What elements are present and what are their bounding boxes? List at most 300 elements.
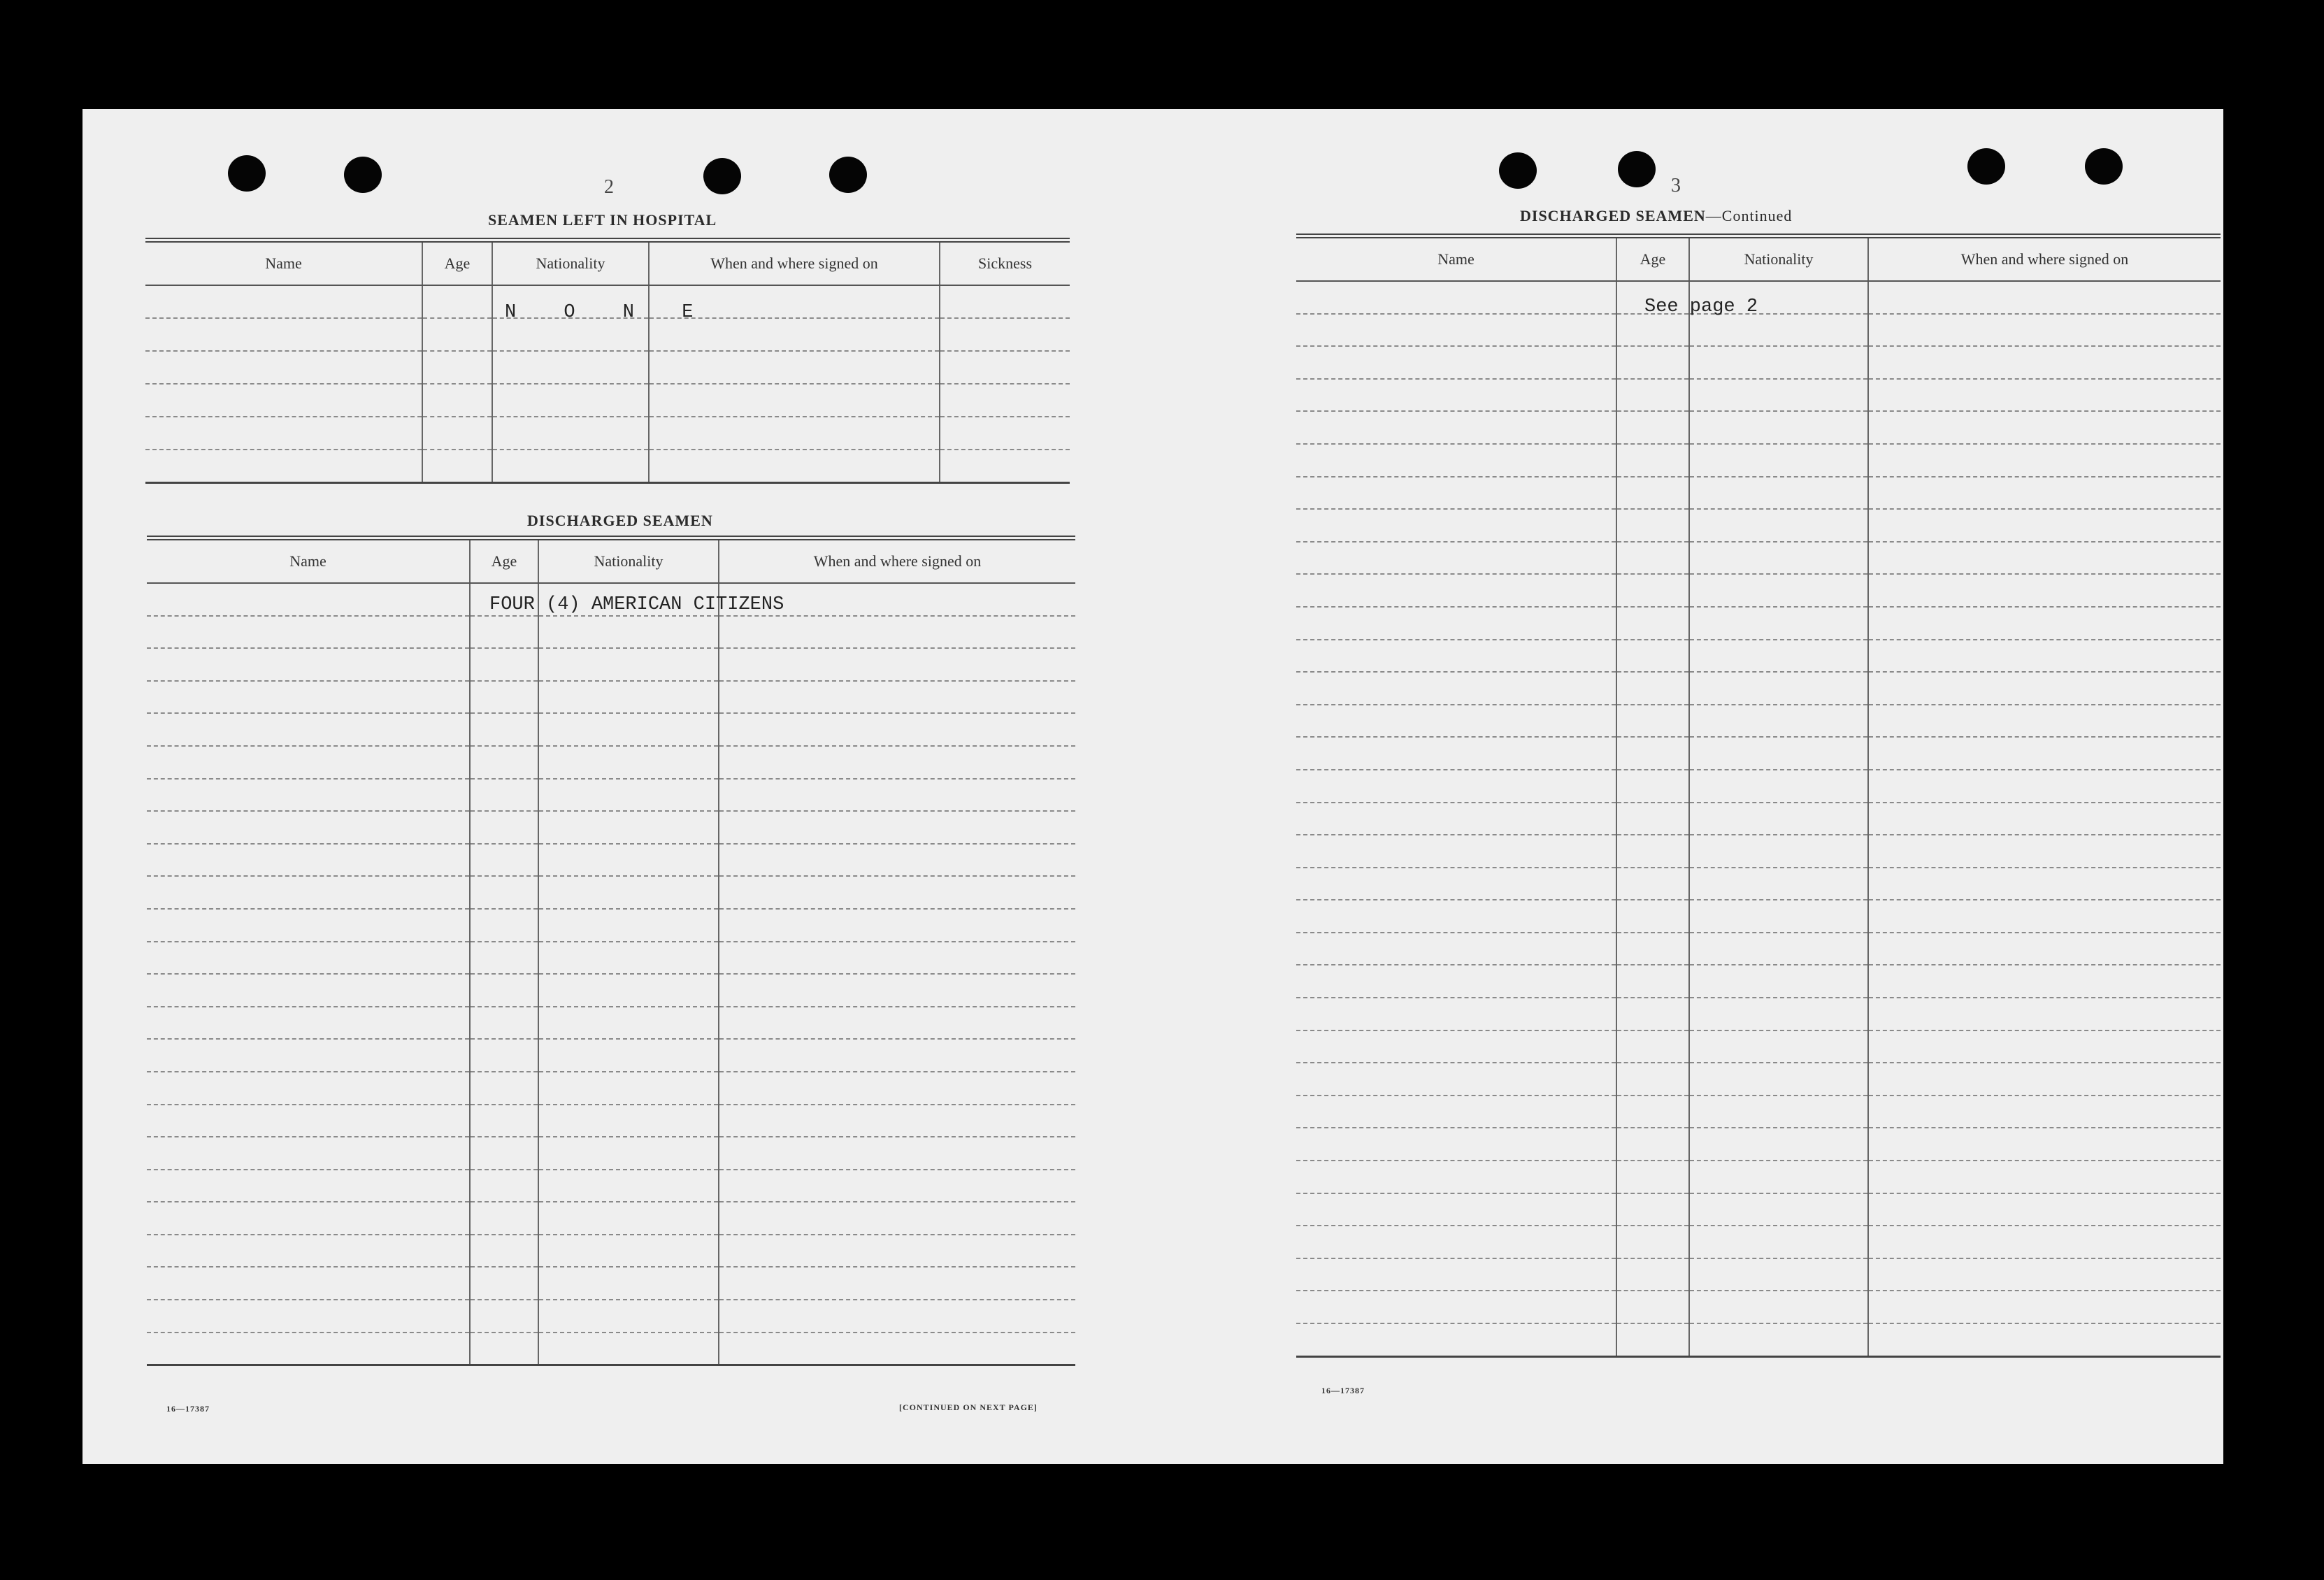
table-cell [147,909,470,942]
table-cell [649,351,940,384]
table-cell [1296,835,1616,868]
table-cell [1296,574,1616,607]
table-cell [1296,1258,1616,1291]
table-cell [470,616,538,649]
table-row [147,1105,1075,1137]
table-cell [1689,1096,1868,1128]
discharged-continued-table [1296,234,2221,1358]
table-cell [719,1105,1075,1137]
table-cell [1868,1096,2221,1128]
table-row [147,909,1075,942]
table-row [147,681,1075,714]
table-cell [719,1137,1075,1170]
table-cell [1616,1063,1689,1096]
table-cell [1868,1291,2221,1323]
table-cell [470,1072,538,1105]
table-cell [1616,1258,1689,1291]
table-cell [1296,1226,1616,1258]
table-cell [147,746,470,779]
table-cell [1689,1030,1868,1063]
table-cell [649,450,940,483]
table-cell [1616,672,1689,705]
table-cell [1296,1291,1616,1323]
table-cell [1689,803,1868,835]
table-cell [492,450,649,483]
table-cell [147,1170,470,1202]
table-cell [719,1300,1075,1333]
table-row [147,811,1075,844]
hospital-section-title: SEAMEN LEFT IN HOSPITAL [488,211,717,229]
table-cell [1868,835,2221,868]
table-cell [1868,640,2221,673]
discharged-continued-title [1520,207,1792,225]
table-cell [538,844,719,877]
column-header: When and where signed on [719,538,1075,584]
table-cell [1868,1226,2221,1258]
table-cell [538,974,719,1007]
table-row [147,713,1075,746]
discharged-table [147,536,1075,1366]
table-cell [538,1007,719,1040]
table-cell [1616,509,1689,542]
table-row [147,779,1075,812]
table-cell [940,384,1070,417]
table-cell [147,1105,470,1137]
column-header: Nationality [1689,236,1868,282]
table-cell [470,713,538,746]
table-cell [1296,868,1616,900]
table-cell [1296,1063,1616,1096]
table-cell [1296,314,1616,347]
table-cell [147,681,470,714]
table-cell [470,1137,538,1170]
table-cell [1868,705,2221,738]
table-row [1296,1030,2221,1063]
table-cell [1296,346,1616,379]
table-cell [1616,900,1689,933]
table-cell [147,583,470,616]
table-cell [1868,379,2221,412]
table-cell [1616,835,1689,868]
table-cell [649,417,940,450]
table-cell [1868,314,2221,347]
table-cell [719,713,1075,746]
table-row [147,1007,1075,1040]
table-cell [1296,933,1616,965]
column-header: Nationality [538,538,719,584]
table-row [1296,379,2221,412]
table-row [1296,965,2221,998]
table-row [147,844,1075,877]
table-row [1296,868,2221,900]
right-page [1159,109,2223,1464]
table-cell [470,1267,538,1300]
table-row [1296,933,2221,965]
table-row [1296,900,2221,933]
table-cell [538,909,719,942]
table-row [1296,477,2221,510]
table-cell [538,876,719,909]
table-cell [1689,509,1868,542]
column-header: Nationality [492,240,649,286]
table-row [1296,346,2221,379]
table-row [145,417,1070,450]
table-cell [145,384,422,417]
table-cell [1296,803,1616,835]
table-row [1296,1193,2221,1226]
table-cell [1296,1323,1616,1356]
form-number: 16—17387 [166,1404,210,1414]
table-cell [147,713,470,746]
table-cell [1689,1161,1868,1193]
table-cell [940,285,1070,318]
table-cell [1868,933,2221,965]
table-cell [1616,1030,1689,1063]
table-cell [1868,900,2221,933]
table-cell [1296,770,1616,803]
table-cell [1616,477,1689,510]
table-cell [940,417,1070,450]
table-cell [719,942,1075,975]
table-cell [470,942,538,975]
table-row [147,1235,1075,1267]
table-cell [719,1170,1075,1202]
column-header: Name [145,240,422,286]
table-cell [1868,965,2221,998]
table-cell [147,1039,470,1072]
table-cell [147,1235,470,1267]
table-cell [1616,998,1689,1030]
table-cell [719,876,1075,909]
table-cell [1296,607,1616,640]
table-row [147,1300,1075,1333]
table-cell [1616,444,1689,477]
table-cell [1868,444,2221,477]
table-cell [940,450,1070,483]
table-cell [1689,411,1868,444]
table-cell [470,1333,538,1365]
table-cell [470,876,538,909]
table-cell [719,1039,1075,1072]
table-cell [719,1007,1075,1040]
table-cell [1616,574,1689,607]
table-cell [147,779,470,812]
table-cell [719,974,1075,1007]
table-cell [719,1267,1075,1300]
table-cell [538,616,719,649]
table-cell [145,417,422,450]
table-cell [1296,965,1616,998]
table-cell [1689,1128,1868,1161]
table-cell [1616,411,1689,444]
table-cell [147,942,470,975]
table-cell [719,1235,1075,1267]
table-cell [1689,672,1868,705]
discharged-section-title: DISCHARGED SEAMEN [527,512,713,529]
table-cell [492,384,649,417]
table-cell [719,1202,1075,1235]
table-cell [649,384,940,417]
table-cell [1689,574,1868,607]
table-cell [1616,542,1689,575]
table-cell [538,1137,719,1170]
table-cell [145,318,422,351]
table-cell [538,1105,719,1137]
table-cell [1868,346,2221,379]
table-cell [1616,1291,1689,1323]
table-row [145,384,1070,417]
table-cell [1296,737,1616,770]
table-cell [1296,1193,1616,1226]
table-cell [147,974,470,1007]
table-cell [1296,640,1616,673]
title-suffix: —Continued [1705,207,1793,224]
table-cell [1296,1096,1616,1128]
column-header: When and where signed on [1868,236,2221,282]
table-cell [147,811,470,844]
table-cell [1689,379,1868,412]
table-cell [719,681,1075,714]
table-cell [1868,868,2221,900]
table-cell [1689,835,1868,868]
table-cell [1868,542,2221,575]
table-row [147,1137,1075,1170]
table-row [1296,314,2221,347]
table-cell [1296,444,1616,477]
table-row [1296,1128,2221,1161]
table-cell [492,318,649,351]
table-cell [1689,1258,1868,1291]
table-cell [1868,281,2221,314]
table-cell [1296,542,1616,575]
table-cell [1868,770,2221,803]
table-cell [1616,314,1689,347]
table-cell [470,1007,538,1040]
table-cell [147,1007,470,1040]
table-cell [538,648,719,681]
table-cell [1689,998,1868,1030]
table-cell [1296,672,1616,705]
table-row [147,1072,1075,1105]
page-number: 3 [1671,175,1681,196]
page-number: 2 [604,176,614,198]
table-cell [538,1267,719,1300]
table-cell [470,648,538,681]
table-cell [1868,509,2221,542]
table-cell [1296,281,1616,314]
table-cell [538,1202,719,1235]
table-row [1296,1096,2221,1128]
table-cell [1689,737,1868,770]
table-row [1296,1323,2221,1356]
table-cell [470,681,538,714]
table-cell [492,417,649,450]
table-cell [1868,411,2221,444]
column-header: Age [1616,236,1689,282]
table-cell [1616,346,1689,379]
table-row [147,1170,1075,1202]
table-cell [470,1235,538,1267]
table-cell [1616,737,1689,770]
table-cell [719,909,1075,942]
table-cell [147,1333,470,1365]
table-cell [538,746,719,779]
table-cell [1616,1193,1689,1226]
table-row [1296,803,2221,835]
column-header: Name [147,538,470,584]
table-cell [719,1072,1075,1105]
table-row [145,450,1070,483]
table-cell [1296,1030,1616,1063]
table-cell [1689,1226,1868,1258]
table-cell [147,844,470,877]
table-cell [147,1137,470,1170]
table-row [1296,444,2221,477]
table-cell [1868,607,2221,640]
table-cell [1296,379,1616,412]
table-row [147,876,1075,909]
table-row [1296,1258,2221,1291]
hospital-entry: N O N E [505,302,712,323]
table-cell [1296,509,1616,542]
table-cell [1616,933,1689,965]
table-cell [147,1202,470,1235]
table-cell [145,450,422,483]
continued-entry: See page 2 [1644,296,1758,317]
table-cell [1616,1323,1689,1356]
table-cell [422,318,492,351]
table-cell [719,648,1075,681]
table-cell [1616,1128,1689,1161]
table-cell [719,616,1075,649]
table-cell [492,351,649,384]
discharged-entry: FOUR (4) AMERICAN CITIZENS [489,594,784,615]
table-cell [1868,803,2221,835]
table-cell [538,713,719,746]
table-cell [470,746,538,779]
continued-note: [CONTINUED ON NEXT PAGE] [899,1402,1038,1412]
form-number: 16—17387 [1321,1386,1365,1395]
table-row [1296,509,2221,542]
table-cell [145,285,422,318]
table-cell [719,844,1075,877]
table-row [1296,1063,2221,1096]
table-cell [719,746,1075,779]
table-cell [147,1300,470,1333]
table-cell [470,974,538,1007]
column-header: Age [470,538,538,584]
table-row [147,942,1075,975]
table-row [1296,574,2221,607]
table-cell [470,909,538,942]
table-cell [470,1170,538,1202]
table-row [1296,542,2221,575]
table-cell [1868,1161,2221,1193]
table-cell [1616,705,1689,738]
table-cell [1616,1096,1689,1128]
table-cell [1616,1161,1689,1193]
hospital-table [145,238,1070,484]
table-cell [940,351,1070,384]
table-cell [1689,640,1868,673]
table-cell [1868,477,2221,510]
table-cell [147,616,470,649]
table-cell [1689,346,1868,379]
table-row [1296,835,2221,868]
table-cell [538,681,719,714]
table-cell [1868,737,2221,770]
table-cell [422,285,492,318]
table-cell [538,811,719,844]
table-cell [1868,574,2221,607]
table-cell [649,318,940,351]
table-cell [470,1105,538,1137]
column-header: Name [1296,236,1616,282]
table-row [1296,770,2221,803]
table-cell [422,384,492,417]
table-cell [147,1072,470,1105]
table-cell [538,1333,719,1365]
table-cell [1868,998,2221,1030]
table-cell [1296,411,1616,444]
table-cell [538,1072,719,1105]
table-cell [1689,542,1868,575]
left-page [83,109,1159,1464]
table-cell [538,1170,719,1202]
table-cell [422,351,492,384]
table-cell [147,876,470,909]
table-cell [719,811,1075,844]
table-cell [422,450,492,483]
table-cell [470,779,538,812]
table-row [147,648,1075,681]
table-cell [147,648,470,681]
table-cell [422,417,492,450]
table-cell [1296,900,1616,933]
table-row [145,351,1070,384]
column-header: Sickness [940,240,1070,286]
table-cell [538,1235,719,1267]
table-row [147,616,1075,649]
table-row [1296,1226,2221,1258]
table-cell [1689,933,1868,965]
table-row [1296,1161,2221,1193]
table-cell [1689,1193,1868,1226]
table-cell [1689,965,1868,998]
column-header: Age [422,240,492,286]
table-row [1296,411,2221,444]
table-row [1296,281,2221,314]
table-cell [1868,1193,2221,1226]
table-cell [470,811,538,844]
column-header: When and where signed on [649,240,940,286]
table-cell [470,844,538,877]
table-row [1296,640,2221,673]
table-cell [1689,1291,1868,1323]
title-text: DISCHARGED SEAMEN [1520,207,1706,224]
table-cell [1689,607,1868,640]
table-row [147,1039,1075,1072]
table-cell [470,1202,538,1235]
table-cell [470,1300,538,1333]
table-cell [1296,1161,1616,1193]
table-row [1296,607,2221,640]
table-cell [1689,314,1868,347]
table-cell [1868,1128,2221,1161]
table-cell [538,779,719,812]
document-sheet [83,109,2223,1464]
table-row [147,1267,1075,1300]
